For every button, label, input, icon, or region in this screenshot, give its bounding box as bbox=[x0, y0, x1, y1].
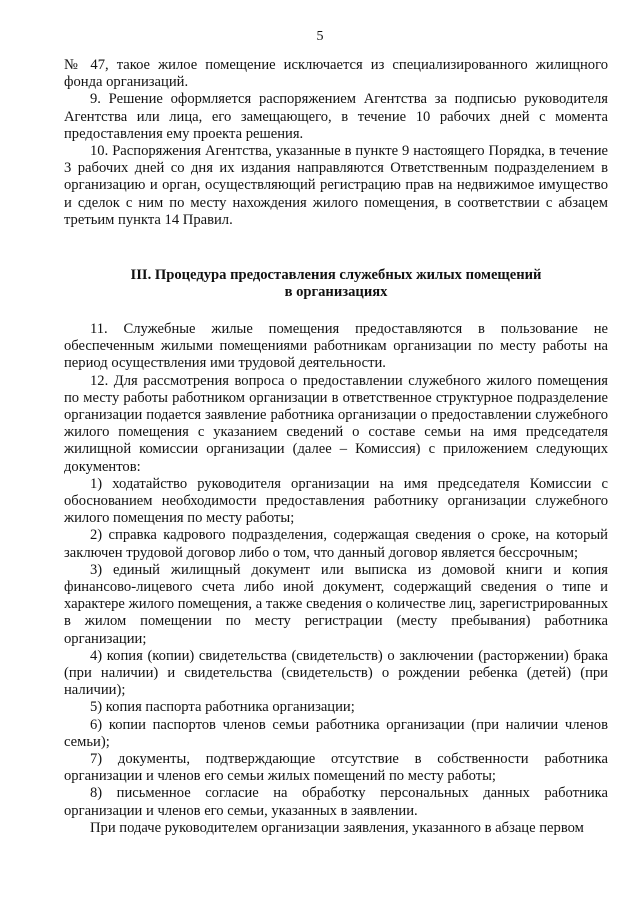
list-item-3: 3) единый жилищный документ или выписка из домовой книги и копия финансово-лицевого счета либо иной документ, содержащий сведения о типе и характере жилого помещения, а также сведения о количестве лиц, зарегистрированных в жилом помещении по месту регистрации (месту пребывания) работника организации; bbox=[64, 561, 608, 647]
paragraph-continuation: № 47, такое жилое помещение исключается из специализированного жилищного фонда организаций. bbox=[64, 57, 608, 91]
list-item-2: 2) справка кадрового подразделения, содержащая сведения о сроке, на который заключен трудовой договор либо о том, что данный договор является бессрочным; bbox=[64, 527, 608, 561]
section-heading-line-1: III. Процедура предоставления служебных жилых помещений bbox=[130, 267, 542, 283]
list-item-6: 6) копии паспортов членов семьи работника организации (при наличии членов семьи); bbox=[64, 716, 608, 750]
list-item-4: 4) копия (копии) свидетельства (свидетельств) о заключении (расторжении) брака (при наличии) и свидетельства (свидетельств) о рождении ребенка (детей) (при наличии); bbox=[64, 647, 608, 699]
list-item-1: 1) ходатайство руководителя организации на имя председателя Комиссии с обоснованием необходимости предоставления работнику организации служебного жилого помещения по месту работы; bbox=[64, 475, 608, 527]
paragraph-9: 9. Решение оформляется распоряжением Агентства за подписью руководителя Агентства или лица, его замещающего, в течение 10 рабочих дней с момента предоставления ему проекта решения. bbox=[64, 91, 608, 142]
section-heading bbox=[64, 267, 608, 301]
paragraph-11: 11. Служебные жилые помещения предоставляются в пользование не обеспеченным жилыми помещениями работникам организации по месту работы на период осуществления ими трудовой деятельности. bbox=[64, 321, 608, 372]
paragraph-12: 12. Для рассмотрения вопроса о предоставлении служебного жилого помещения по месту работы работником организации в ответственное структурное подразделение организации подается заявление работника организации о предоставлении служебного жилого помещения с указанием сведений о составе семьи на имя председателя жилищной комиссии организации (далее – Комиссия) с приложением следующих документов: bbox=[64, 372, 608, 475]
list-item-8: 8) письменное согласие на обработку персональных данных работника организации и членов его семьи, указанных в заявлении. bbox=[64, 785, 608, 819]
page-number: 5 bbox=[316, 29, 324, 44]
list-item-5: 5) копия паспорта работника организации; bbox=[90, 699, 355, 716]
paragraph-final: При подаче руководителем организации заявления, указанного в абзаце первом bbox=[90, 819, 584, 836]
text-block-upper bbox=[64, 57, 608, 229]
text-block-lower bbox=[64, 321, 608, 837]
paragraph-10: 10. Распоряжения Агентства, указанные в пункте 9 настоящего Порядка, в течение 3 рабочих дней со дня их издания направляются Ответственным подразделением в организацию и орган, осуществляющий регистрацию прав на недвижимое имущество и сделок с ним по месту нахождения жилого помещения, в соответствии с абзацем третьим пункта 14 Правил. bbox=[64, 143, 608, 228]
section-heading-line-2: в организациях bbox=[284, 284, 388, 301]
list-item-7: 7) документы, подтверждающие отсутствие в собственности работника организации и членов его семьи жилых помещений по месту работы; bbox=[64, 751, 608, 785]
